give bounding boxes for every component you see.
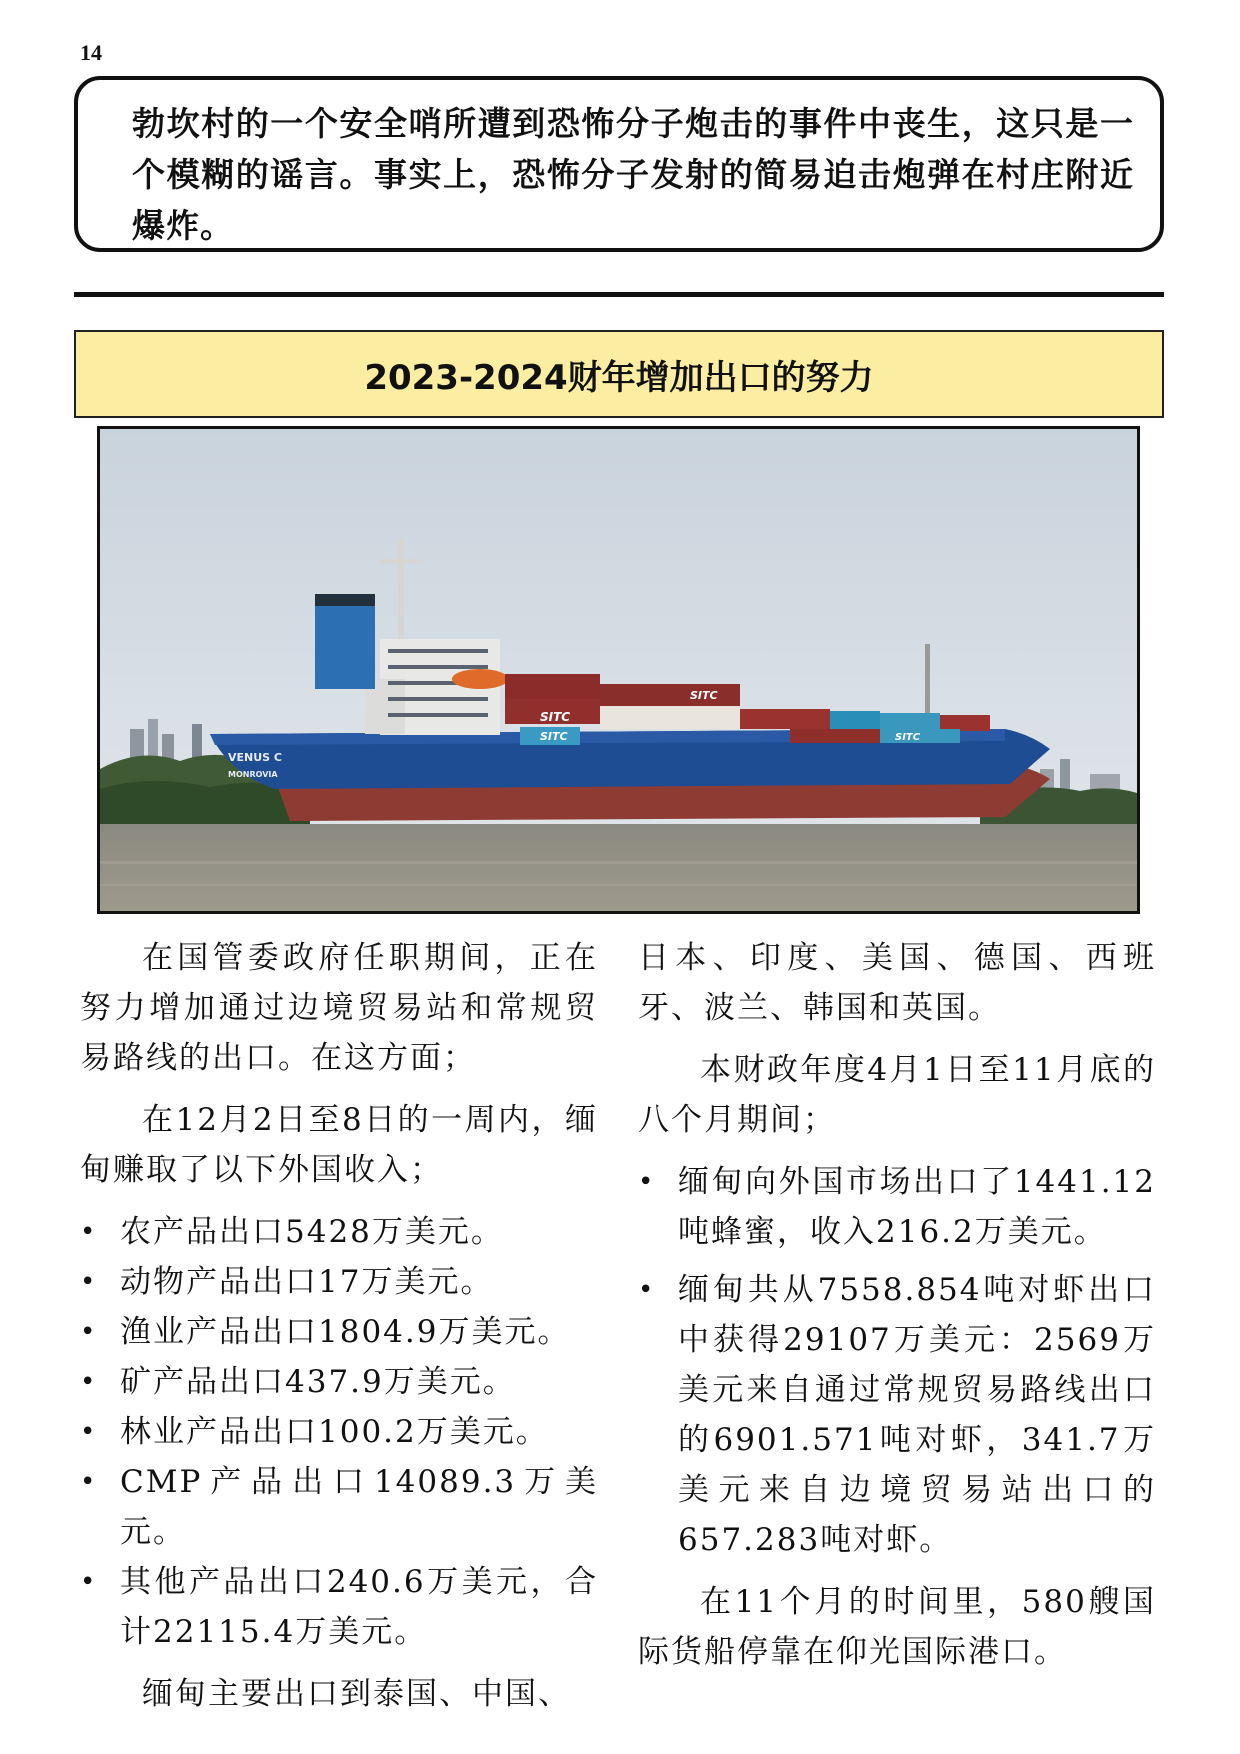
bullet-icon: • <box>638 1167 656 1197</box>
page-number: 14 <box>80 40 102 65</box>
list-item-text: 林业产品出口100.2万美元。 <box>120 1414 549 1450</box>
list-item <box>80 1207 598 1257</box>
bullet-icon: • <box>80 1567 98 1597</box>
container-logo-1: SITC <box>540 710 571 724</box>
list-item-text: CMP产品出口14089.3万美元。 <box>120 1464 598 1550</box>
bullet-icon: • <box>80 1267 98 1297</box>
section-title: 2023-2024财年增加出口的努力 <box>364 357 874 398</box>
weekly-income-paragraph: 在12月2日至8日的一周内，缅甸赚取了以下外国收入； <box>80 1102 598 1188</box>
list-item-text: 矿产品出口437.9万美元。 <box>120 1364 516 1400</box>
list-item <box>80 1407 598 1457</box>
list-item <box>80 1257 598 1307</box>
list-item <box>80 1557 598 1657</box>
list-item <box>638 1265 1156 1565</box>
cargo-ship-photo <box>97 426 1140 914</box>
list-item-text: 农产品出口5428万美元。 <box>120 1214 504 1250</box>
export-destinations-continued: 日本、印度、美国、德国、西班牙、波兰、韩国和英国。 <box>638 940 1156 1026</box>
list-item-text: 缅甸共从7558.854吨对虾出口中获得29107万美元：2569万美元来自通过常规贸易路线出口的6901.571吨对虾，341.7万美元来自边境贸易站出口的657.283吨对虾。 <box>678 1272 1156 1558</box>
ship-port: MONROVIA <box>228 770 278 779</box>
list-item-text: 动物产品出口17万美元。 <box>120 1264 494 1300</box>
eight-month-list <box>638 1157 1156 1565</box>
list-item-text: 缅甸向外国市场出口了1441.12吨蜂蜜，收入216.2万美元。 <box>678 1164 1156 1250</box>
right-column <box>638 933 1156 1689</box>
left-column <box>80 933 598 1731</box>
list-item <box>80 1457 598 1557</box>
notice-text: 勃坎村的一个安全哨所遭到恐怖分子炮击的事件中丧生，这只是一个模糊的谣言。事实上，恐怖分子发射的简易迫击炮弹在村庄附近爆炸。 <box>132 104 1134 245</box>
eight-month-paragraph: 本财政年度4月1日至11月底的八个月期间； <box>638 1052 1156 1138</box>
bullet-icon: • <box>80 1417 98 1447</box>
section-title-banner <box>74 330 1164 418</box>
list-item-text: 渔业产品出口1804.9万美元。 <box>120 1314 571 1350</box>
export-destinations-paragraph: 缅甸主要出口到泰国、中国、 <box>142 1676 571 1712</box>
bullet-icon: • <box>80 1367 98 1397</box>
container-logo-3: SITC <box>540 730 568 743</box>
bullet-icon: • <box>638 1275 656 1305</box>
weekly-income-list <box>80 1207 598 1657</box>
notice-box <box>74 76 1164 252</box>
list-item-text: 其他产品出口240.6万美元，合计22115.4万美元。 <box>120 1564 598 1650</box>
ship-name: VENUS C <box>228 751 282 764</box>
section-divider <box>74 292 1164 297</box>
bullet-icon: • <box>80 1317 98 1347</box>
port-calls-paragraph: 在11个月的时间里，580艘国际货船停靠在仰光国际港口。 <box>638 1584 1156 1670</box>
list-item <box>80 1357 598 1407</box>
list-item <box>638 1157 1156 1257</box>
list-item <box>80 1307 598 1357</box>
container-logo-4: SITC <box>895 732 921 743</box>
bullet-icon: • <box>80 1467 98 1497</box>
container-logo-2: SITC <box>690 689 718 702</box>
bullet-icon: • <box>80 1217 98 1247</box>
cargo-ship-illustration <box>100 429 1137 911</box>
intro-paragraph: 在国管委政府任职期间，正在努力增加通过边境贸易站和常规贸易路线的出口。在这方面； <box>80 940 598 1076</box>
